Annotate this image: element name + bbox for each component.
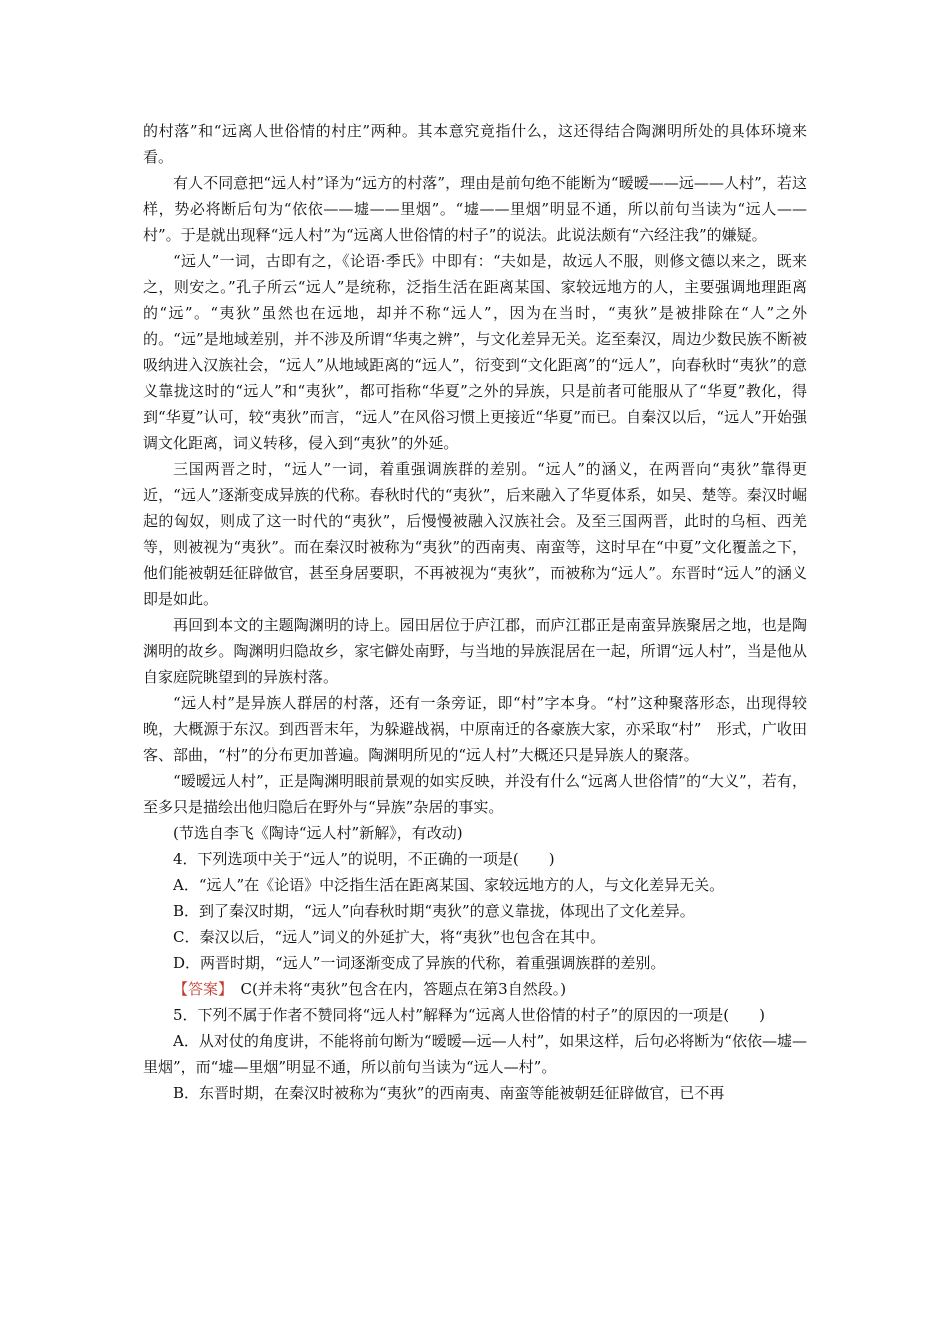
paragraph: 再回到本文的主题陶渊明的诗上。园田居位于庐江郡，而庐江郡正是南蛮异族聚居之地，也是陶渊明的故乡。陶渊明归隐故乡，家宅僻处南野，与当地的异族混居在一起，所谓“远人村”，当是他从自家庭院眺望到的异族村落。 [143, 616, 807, 686]
question-4-option-a: A．“远人”在《论语》中泛指生活在距离某国、家较远地方的人，与文化差异无关。 [173, 876, 725, 894]
question-5-stem: 5．下列不属于作者不赞同将“远人村”解释为“远离人世俗情的村子”的原因的一项是( ) [173, 1006, 765, 1024]
paragraph: 有人不同意把“远人村”译为“远方的村落”，理由是前句绝不能断为“暧暧——远——人村”，若这样，势必将断后句为“依依——墟——里烟”。“墟——里烟”明显不通，所以前句当读为“远人——村”。于是就出现释“远人村”为“远离人世俗情的村子”的说法。此说法颇有“六经注我”的嫌疑。 [143, 174, 807, 244]
question-5-option-b: B．东晋时期，在秦汉时被称为“夷狄”的西南夷、南蛮等能被朝廷征辟做官，已不再 [173, 1084, 725, 1102]
answer-tag: 【答案】 [173, 980, 226, 998]
question-4-option-c: C．秦汉以后，“远人”词义的外延扩大，将“夷狄”也包含在其中。 [173, 928, 606, 946]
answer-text: C(并未将“夷狄”包含在内，答题点在第3自然段。) [225, 980, 567, 998]
article-body [143, 118, 807, 1106]
source-note: (节选自李飞《陶诗“远人村”新解》，有改动) [173, 824, 463, 842]
paragraph: 的村落”和“远离人世俗情的村庄”两种。其本意究竟指什么，这还得结合陶渊明所处的具体环境来看。 [143, 122, 807, 166]
question-5-option-a: A．从对仗的角度讲，不能将前句断为“暧暧—远—人村”，如果这样，后句必将断为“依依—墟—里烟”，而“墟—里烟”明显不通，所以前句当读为“远人—村”。 [143, 1032, 807, 1076]
question-4-stem: 4．下列选项中关于“远人”的说明，不正确的一项是( ) [173, 850, 555, 868]
question-4-answer [143, 976, 807, 1002]
paragraph: “远人村”是异族人群居的村落，还有一条旁证，即“村”字本身。“村”这种聚落形态，出现得较晚，大概源于东汉。到西晋末年，为躲避战祸，中原南迁的各豪族大家，亦采取“村” 形式，广收田客、部曲，“村”的分布更加普遍。陶渊明所见的“远人村”大概还只是异族人的聚落。 [143, 694, 807, 764]
paragraph: 三国两晋之时，“远人”一词，着重强调族群的差别。“远人”的涵义，在两晋向“夷狄”靠得更近，“远人”逐渐变成异族的代称。春秋时代的“夷狄”，后来融入了华夏体系，如吴、楚等。秦汉时崛起的匈奴，则成了这一时代的“夷狄”，后慢慢被融入汉族社会。及至三国两晋，此时的乌桓、西羌等，则被视为“夷狄”。而在秦汉时被称为“夷狄”的西南夷、南蛮等，这时早在“中夏”文化覆盖之下，他们能被朝廷征辟做官，甚至身居要职，不再被视为“夷狄”，而被称为“远人”。东晋时“远人”的涵义即是如此。 [143, 460, 807, 608]
paragraph: “暧暧远人村”，正是陶渊明眼前景观的如实反映，并没有什么“远离人世俗情”的“大义”，若有，至多只是描绘出他归隐后在野外与“异族”杂居的事实。 [143, 772, 807, 816]
paragraph: “远人”一词，古即有之，《论语·季氏》中即有：“夫如是，故远人不服，则修文德以来之，既来之，则安之。”孔子所云“远人”是统称，泛指生活在距离某国、家较远地方的人，主要强调地理距离的“远”。“夷狄”虽然也在远地，却并不称“远人”，因为在当时，“夷狄”是被排除在“人”之外的。“远”是地域差别，并不涉及所谓“华夷之辨”，与文化差异无关。迄至秦汉，周边少数民族不断被吸纳进入汉族社会，“远人”从地域距离的“远人”，衍变到“文化距离”的“远人”，向春秋时“夷狄”的意义靠拢这时的“远人”和“夷狄”，都可指称“华夏”之外的异族，只是前者可能服从了“华夏”教化，得到“华夏”认可，较“夷狄”而言，“远人”在风俗习惯上更接近“华夏”而已。自秦汉以后，“远人”开始强调文化距离，词义转移，侵入到“夷狄”的外延。 [143, 252, 807, 452]
question-4-option-d: D．两晋时期，“远人”一词逐渐变成了异族的代称，着重强调族群的差别。 [173, 954, 666, 972]
question-4-option-b: B．到了秦汉时期，“远人”向春秋时期“夷狄”的意义靠拢，体现出了文化差异。 [173, 902, 695, 920]
